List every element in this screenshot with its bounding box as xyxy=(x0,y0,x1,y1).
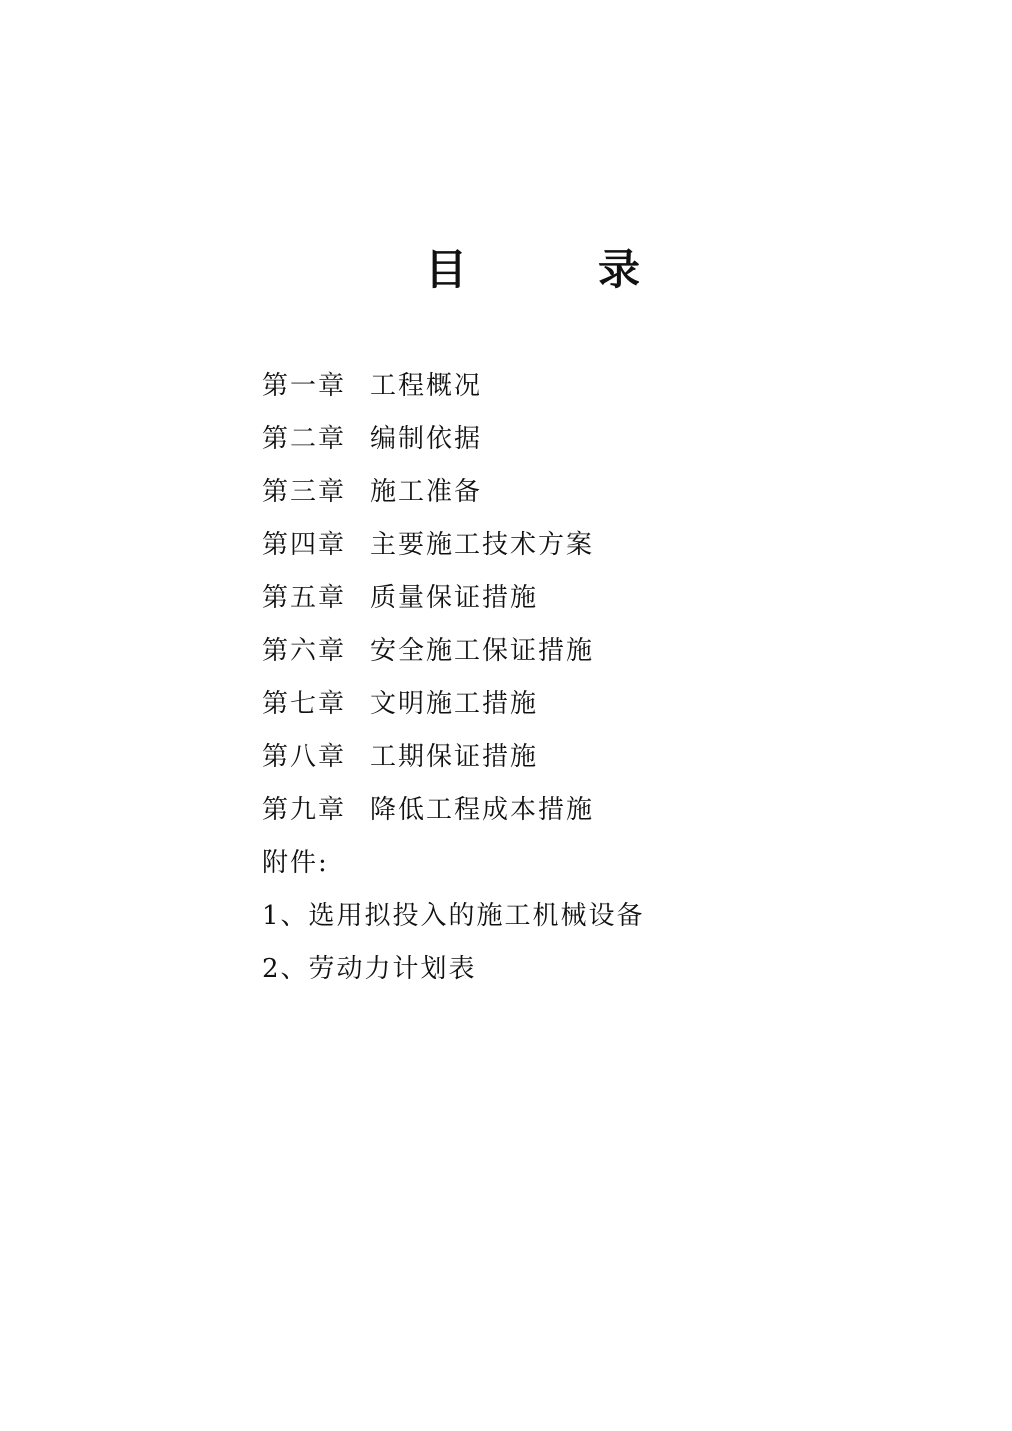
toc-entry-chapter-6 xyxy=(262,625,862,678)
chapter-number: 第一章 xyxy=(262,371,347,401)
chapter-number: 第二章 xyxy=(262,424,347,454)
chapter-title: 质量保证措施 xyxy=(370,583,539,613)
title-char-1: 目 xyxy=(425,245,468,294)
toc-entry-chapter-9 xyxy=(262,784,862,837)
chapter-title: 文明施工措施 xyxy=(370,689,539,719)
chapter-number: 第六章 xyxy=(262,636,347,666)
chapter-title: 施工准备 xyxy=(370,477,483,507)
page-title xyxy=(0,240,1012,300)
chapter-title: 编制依据 xyxy=(370,424,483,454)
toc-entry-chapter-8 xyxy=(262,731,862,784)
toc-entry-chapter-1 xyxy=(262,360,862,413)
chapter-title: 降低工程成本措施 xyxy=(370,795,595,825)
appendix-heading: 附件: xyxy=(262,848,329,878)
chapter-number: 第七章 xyxy=(262,689,347,719)
toc-entry-chapter-2 xyxy=(262,413,862,466)
chapter-number: 第三章 xyxy=(262,477,347,507)
chapter-number: 第九章 xyxy=(262,795,347,825)
toc-entry-chapter-3 xyxy=(262,466,862,519)
chapter-number: 第四章 xyxy=(262,530,347,560)
toc-entry-chapter-7 xyxy=(262,678,862,731)
appendix-item-2: 2、劳动力计划表 xyxy=(262,954,477,984)
chapter-number: 第八章 xyxy=(262,742,347,772)
toc-entry-chapter-5 xyxy=(262,572,862,625)
toc-entry-chapter-4 xyxy=(262,519,862,572)
table-of-contents xyxy=(262,360,862,996)
chapter-title: 工程概况 xyxy=(370,371,483,401)
title-char-2: 录 xyxy=(598,245,641,294)
chapter-title: 安全施工保证措施 xyxy=(370,636,595,666)
appendix-item-1: 1、选用拟投入的施工机械设备 xyxy=(262,901,645,931)
chapter-title: 工期保证措施 xyxy=(370,742,539,772)
chapter-number: 第五章 xyxy=(262,583,347,613)
chapter-title: 主要施工技术方案 xyxy=(370,530,595,560)
